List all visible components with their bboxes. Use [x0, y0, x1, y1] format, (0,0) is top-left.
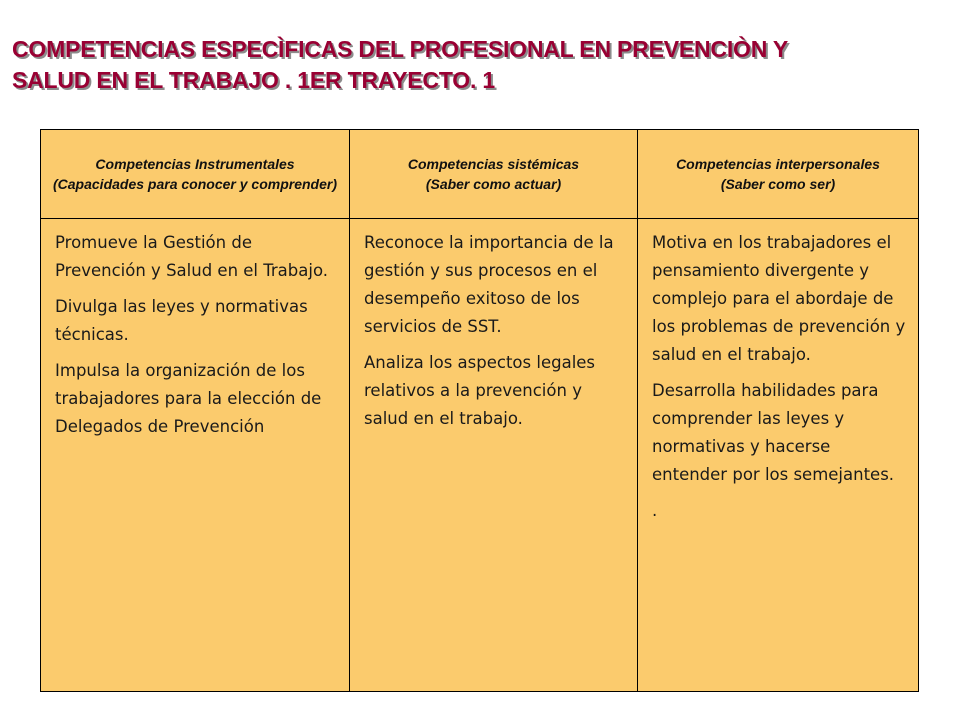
list-item: .	[652, 501, 658, 520]
list-item: Reconoce la importancia de la gestión y sus procesos en el desempeño exitoso de los servicios de SST.	[364, 233, 614, 336]
list-item: Desarrolla habilidades para comprender las leyes y normativas y hacerse entender por los semejantes.	[652, 381, 895, 484]
competencies-table	[40, 129, 919, 692]
cell-instrumental	[41, 219, 350, 692]
header-instrumental	[41, 130, 350, 219]
list-item: Promueve la Gestión de Prevención y Salud en el Trabajo.	[55, 233, 329, 280]
slide-title-line-1: COMPETENCIAS ESPECÌFICAS DEL PROFESIONAL EN PREVENCIÒN Y	[12, 36, 789, 62]
header-systemic-subtitle: (Saber como actuar)	[425, 175, 562, 192]
list-item: Divulga las leyes y normativas técnicas.	[55, 297, 308, 344]
table-header-row	[41, 130, 919, 219]
cell-systemic	[350, 219, 638, 692]
header-interpersonal	[638, 130, 919, 219]
list-item: Motiva en los trabajadores el pensamiento divergente y complejo para el abordaje de los problemas de prevención y salud en el trabajo.	[652, 233, 906, 364]
header-interpersonal-title: Competencias interpersonales	[676, 155, 880, 172]
header-interpersonal-subtitle: (Saber como ser)	[720, 175, 836, 192]
list-item: Analiza los aspectos legales relativos a la prevención y salud en el trabajo.	[364, 353, 596, 428]
slide-title-line-2: SALUD EN EL TRABAJO . 1ER TRAYECTO. 1	[12, 67, 495, 93]
header-instrumental-title: Competencias Instrumentales	[95, 155, 295, 172]
header-systemic	[350, 130, 638, 219]
header-systemic-title: Competencias sistémicas	[407, 155, 580, 172]
slide-title	[12, 34, 942, 96]
list-item: Impulsa la organización de los trabajadores para la elección de Delegados de Prevención	[55, 361, 322, 436]
cell-interpersonal	[638, 219, 919, 692]
table-body-row	[41, 219, 919, 692]
header-instrumental-subtitle: (Capacidades para conocer y comprender)	[53, 175, 337, 192]
